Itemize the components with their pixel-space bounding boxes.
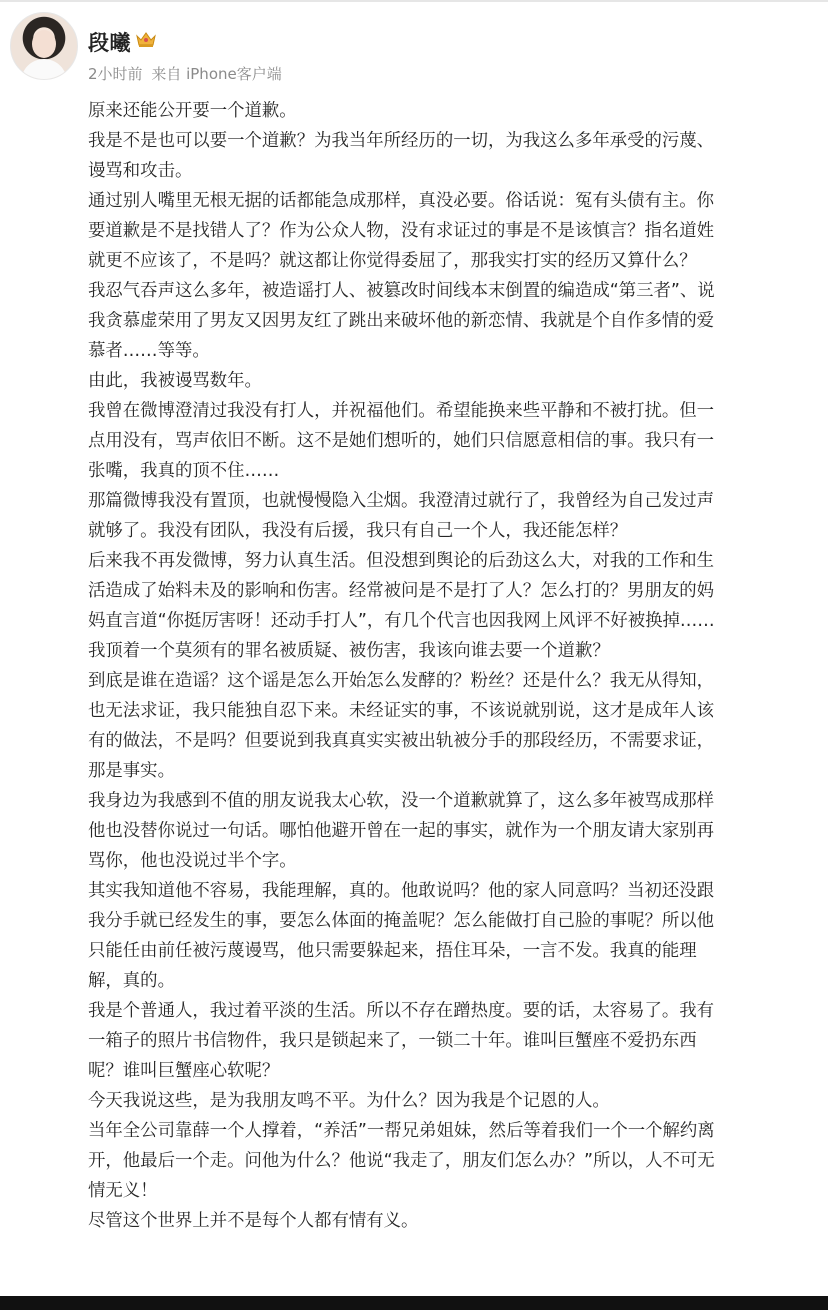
avatar[interactable] [10,12,78,80]
post-paragraph: 我身边为我感到不值的朋友说我太心软，没一个道歉就算了，这么多年被骂成那样 他也没替你说过一句话。哪怕他避开曾在一起的事实，就作为一个朋友请大家别再 骂你，他也没说过半个字。 [88,791,715,871]
post-content [88,96,808,1236]
post-paragraph: 我曾在微博澄清过我没有打人，并祝福他们。希望能换来些平静和不被打扰。但一 点用没有，骂声依旧不断。这不是她们想听的，她们只信愿意相信的事。我只有一 张嘴，我真的顶不住…… [88,401,715,481]
post-paragraph: 那篇微博我没有置顶，也就慢慢隐入尘烟。我澄清过就行了，我曾经为自己发过声 就够了。我没有团队，我没有后援，我只有自己一个人，我还能怎样？ [88,491,715,541]
post-paragraph: 我顶着一个莫须有的罪名被质疑、被伤害，我该向谁去要一个道歉？ [88,641,610,661]
post-meta [88,63,282,84]
author-name[interactable]: 段曦 [88,31,131,55]
post-paragraph: 当年全公司靠薛一个人撑着，“养活”一帮兄弟姐妹，然后等着我们一个一个解约离 开，他最后一个走。问他为什么？他说“我走了，朋友们怎么办？”所以，人不可无 情无义！ [88,1121,715,1201]
crown-badge-icon[interactable] [135,31,157,48]
post-paragraph: 原来还能公开要一个道歉。 [88,101,297,121]
post-paragraph: 通过别人嘴里无根无据的话都能急成那样，真没必要。俗话说：冤有头债有主。你 要道歉是不是找错人了？作为公众人物，没有求证过的事是不是该慎言？指名道姓 就更不应该了，不是吗？就这都让你觉得委屈了，那我实打实的经历又算什么？ [88,191,715,271]
post-paragraph: 我是个普通人，我过着平淡的生活。所以不存在蹭热度。要的话，太容易了。我有 一箱子的照片书信物件，我只是锁起来了，一锁二十年。谁叫巨蟹座不爱扔东西 呢？谁叫巨蟹座心软呢？ [88,1001,715,1081]
bottom-bar [0,1296,828,1310]
post-paragraph: 由此，我被谩骂数年。 [88,371,262,391]
post-paragraph: 我是不是也可以要一个道歉？为我当年所经历的一切，为我这么多年承受的污蔑、 谩骂和攻击。 [88,131,715,181]
post-paragraph: 我忍气吞声这么多年，被造谣打人、被篡改时间线本末倒置的编造成“第三者”、说 我贪慕虚荣用了男友又因男友红了跳出来破坏他的新恋情、我就是个自作多情的爱 慕者……等等。 [88,281,715,361]
post-time: 2小时前 [88,65,143,83]
post-paragraph: 今天我说这些，是为我朋友鸣不平。为什么？因为我是个记恩的人。 [88,1091,610,1111]
post-paragraph: 尽管这个世界上并不是每个人都有情有义。 [88,1211,419,1231]
post-source: 来自 iPhone客户端 [151,65,282,83]
post-paragraph: 后来我不再发微博，努力认真生活。但没想到舆论的后劲这么大，对我的工作和生 活造成了始料未及的影响和伤害。经常被问是不是打了人？怎么打的？男朋友的妈 妈直言道“你挺厉害呀！还动手打人”，有几个代言也因我网上风评不好被换掉…… [88,551,715,631]
post-paragraph: 到底是谁在造谣？这个谣是怎么开始怎么发酵的？粉丝？还是什么？我无从得知， 也无法求证，我只能独自忍下来。未经证实的事，不该说就别说，这才是成年人该 有的做法，不是吗？但要说到我真真实实被出轨被分手的那段经历，不需要求证， 那是事实。 [88,671,715,781]
avatar-shoulders [21,59,67,80]
post-paragraph: 其实我知道他不容易，我能理解，真的。他敢说吗？他的家人同意吗？当初还没跟 我分手就已经发生的事，要怎么体面的掩盖呢？怎么能做打自己脸的事呢？所以他 只能任由前任被污蔑谩骂，他只需要躲起来，捂住耳朵，一言不发。我真的能理 解，真的。 [88,881,715,991]
avatar-face [32,30,56,58]
post-header [0,0,828,96]
